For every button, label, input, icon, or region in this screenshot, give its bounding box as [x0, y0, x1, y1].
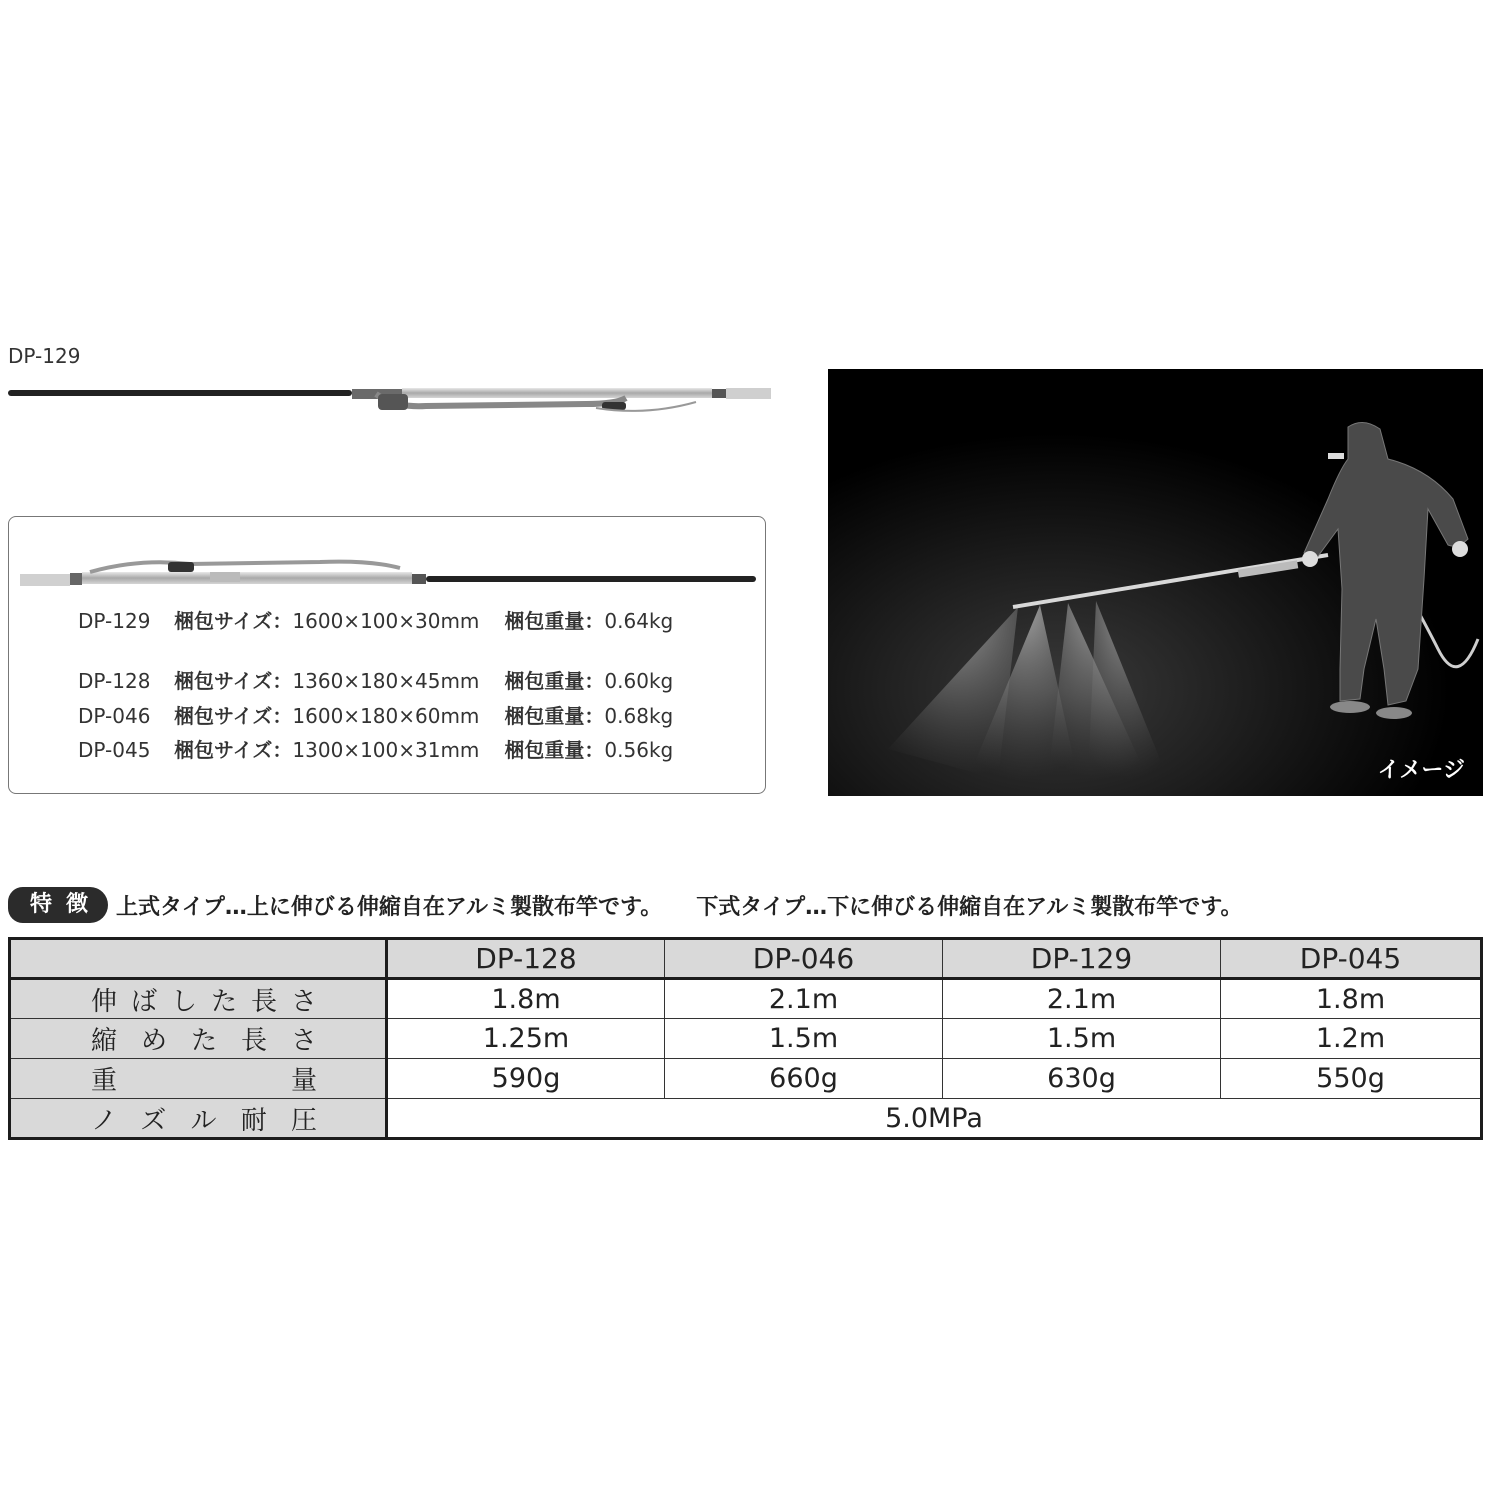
table-row	[10, 1059, 1482, 1099]
column-header: DP-045	[1221, 939, 1482, 979]
top-pole-image	[6, 380, 772, 424]
table-cell: 630g	[943, 1059, 1221, 1099]
pkg-size-value: 1600×100×30mm	[292, 609, 480, 633]
usage-image-panel	[828, 369, 1483, 796]
table-cell: 1.5m	[943, 1019, 1221, 1059]
column-header: DP-128	[387, 939, 665, 979]
pkg-model: DP-128	[78, 669, 151, 693]
pkg-size-label: 梱包サイズ：	[174, 704, 293, 728]
table-row	[10, 979, 1482, 1019]
table-cell: 1.2m	[1221, 1019, 1482, 1059]
packaging-row	[78, 734, 673, 764]
table-cell: 550g	[1221, 1059, 1482, 1099]
image-caption: イメージ	[1377, 758, 1465, 783]
pkg-model: DP-045	[78, 738, 151, 762]
pkg-size-label: 梱包サイズ：	[174, 738, 293, 762]
features-badge: 特徴	[8, 887, 108, 923]
table-cell: 1.8m	[387, 979, 665, 1019]
packaging-row	[78, 700, 673, 730]
pkg-size-value: 1600×180×60mm	[292, 704, 480, 728]
top-product-model: DP-129	[8, 344, 81, 368]
features-lower-type: 下式タイプ…下に伸びる伸縮自在アルミ製散布竿です。	[696, 894, 1243, 920]
pkg-size-value: 1360×180×45mm	[292, 669, 480, 693]
row-label: 縮めた長さ	[10, 1019, 387, 1059]
table-cell: 1.25m	[387, 1019, 665, 1059]
table-row	[10, 1019, 1482, 1059]
table-cell: 1.8m	[1221, 979, 1482, 1019]
pkg-size-label: 梱包サイズ：	[174, 669, 293, 693]
table-cell: 1.5m	[665, 1019, 943, 1059]
table-cell-merged: 5.0MPa	[387, 1099, 1482, 1139]
pkg-weight-value: 0.64kg	[604, 609, 674, 633]
pkg-weight-value: 0.60kg	[604, 669, 674, 693]
packaged-pole-image	[20, 552, 758, 592]
table-cell: 590g	[387, 1059, 665, 1099]
features-upper-type: 上式タイプ…上に伸びる伸縮自在アルミ製散布竿です。	[116, 894, 663, 920]
column-header: DP-129	[943, 939, 1221, 979]
spec-table	[8, 937, 1483, 1140]
pkg-size-label: 梱包サイズ：	[174, 609, 293, 633]
row-label: 重量	[10, 1059, 387, 1099]
table-row	[10, 1099, 1482, 1139]
pkg-weight-value: 0.56kg	[604, 738, 674, 762]
spraying-worker-illustration	[828, 369, 1483, 796]
features-line	[8, 887, 1243, 923]
table-cell: 2.1m	[665, 979, 943, 1019]
packaging-row	[78, 605, 673, 635]
table-cell: 660g	[665, 1059, 943, 1099]
row-label: ノズル耐圧	[10, 1099, 387, 1139]
pkg-model: DP-129	[78, 609, 151, 633]
pkg-weight-value: 0.68kg	[604, 704, 674, 728]
pkg-size-value: 1300×100×31mm	[292, 738, 480, 762]
pkg-weight-label: 梱包重量：	[504, 738, 605, 762]
packaging-row	[78, 665, 673, 695]
table-cell: 2.1m	[943, 979, 1221, 1019]
pkg-weight-label: 梱包重量：	[504, 704, 605, 728]
table-header-row	[10, 939, 1482, 979]
pkg-weight-label: 梱包重量：	[504, 609, 605, 633]
column-header: DP-046	[665, 939, 943, 979]
table-corner	[10, 939, 387, 979]
pkg-model: DP-046	[78, 704, 151, 728]
row-label: 伸ばした長さ	[10, 979, 387, 1019]
pkg-weight-label: 梱包重量：	[504, 669, 605, 693]
